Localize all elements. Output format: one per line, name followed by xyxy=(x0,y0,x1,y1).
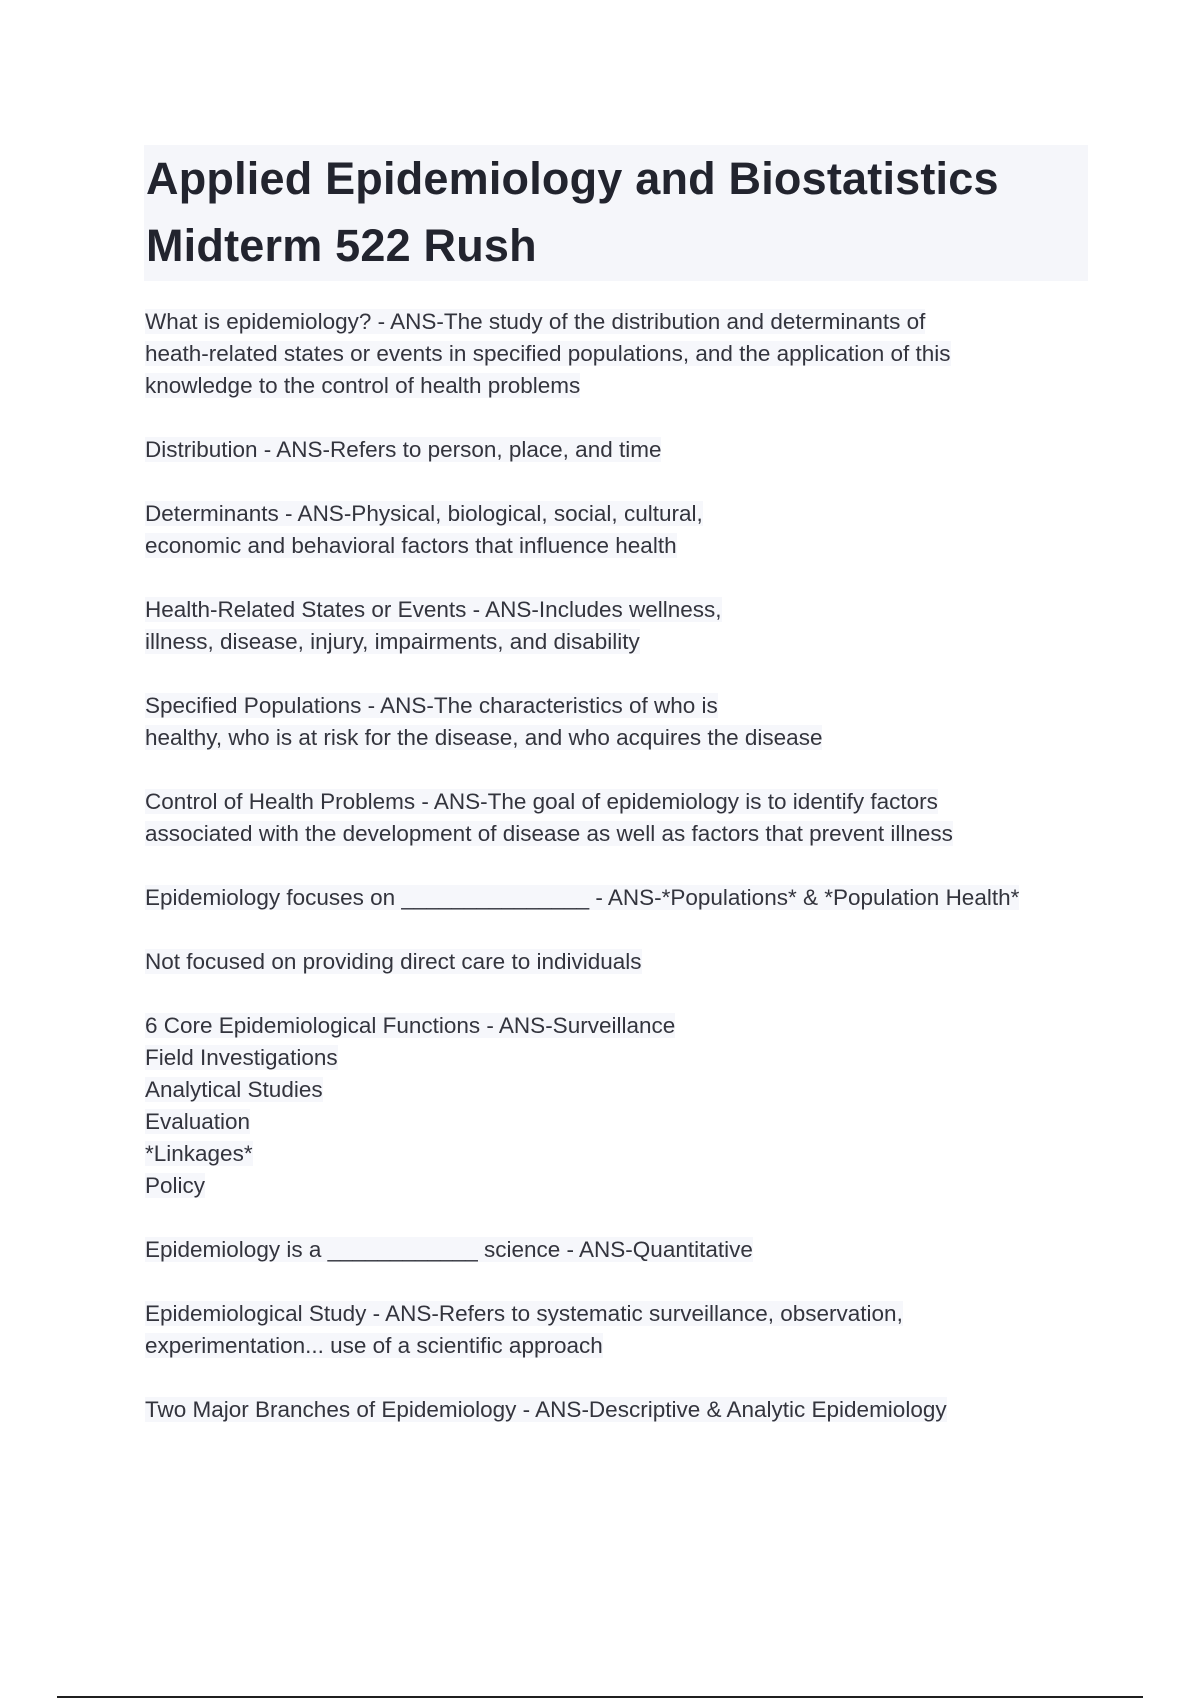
qa-line-wrapper xyxy=(145,786,1095,818)
qa-line-wrapper xyxy=(145,434,1095,466)
qa-entry xyxy=(145,434,1095,466)
qa-entry-line: Health-Related States or Events - ANS-Includes wellness, xyxy=(145,597,722,622)
qa-line-wrapper xyxy=(145,306,1095,338)
qa-entry-line: Two Major Branches of Epidemiology - ANS-Descriptive & Analytic Epidemiology xyxy=(145,1397,947,1422)
page-bottom-rule xyxy=(57,1696,1143,1698)
qa-entry-line: heath-related states or events in specified populations, and the application of this xyxy=(145,341,951,366)
qa-entry-line: Epidemiology is a ____________ science - ANS-Quantitative xyxy=(145,1237,753,1262)
qa-entry-line: Analytical Studies xyxy=(145,1077,323,1102)
qa-entry-line: healthy, who is at risk for the disease, and who acquires the disease xyxy=(145,725,823,750)
qa-entry-line: Specified Populations - ANS-The characteristics of who is xyxy=(145,693,718,718)
qa-line-wrapper xyxy=(145,1394,1095,1426)
qa-entry xyxy=(145,306,1095,402)
qa-entry-line: Epidemiological Study - ANS-Refers to systematic surveillance, observation, xyxy=(145,1301,903,1326)
qa-entry-line: Distribution - ANS-Refers to person, place, and time xyxy=(145,437,662,462)
qa-entry xyxy=(145,882,1095,914)
title-line-1: Applied Epidemiology and Biostatistics xyxy=(146,153,999,204)
qa-entry xyxy=(145,946,1095,978)
qa-line-wrapper xyxy=(145,1138,1095,1170)
qa-line-wrapper xyxy=(145,1170,1095,1202)
qa-list xyxy=(145,306,1095,1458)
qa-entry xyxy=(145,786,1095,850)
qa-entry xyxy=(145,1234,1095,1266)
qa-line-wrapper xyxy=(145,1234,1095,1266)
qa-line-wrapper xyxy=(145,530,1095,562)
qa-entry-line: associated with the development of disease as well as factors that prevent illness xyxy=(145,821,953,846)
qa-entry-line: economic and behavioral factors that influence health xyxy=(145,533,677,558)
qa-line-wrapper xyxy=(145,946,1095,978)
qa-entry xyxy=(145,594,1095,658)
qa-line-wrapper xyxy=(145,370,1095,402)
qa-entry-line: Control of Health Problems - ANS-The goal of epidemiology is to identify factors xyxy=(145,789,938,814)
qa-entry-line: Determinants - ANS-Physical, biological, social, cultural, xyxy=(145,501,703,526)
qa-entry-line: What is epidemiology? - ANS-The study of the distribution and determinants of xyxy=(145,309,926,334)
qa-line-wrapper xyxy=(145,818,1095,850)
qa-line-wrapper xyxy=(145,338,1095,370)
qa-line-wrapper xyxy=(145,1298,1095,1330)
qa-entry xyxy=(145,1298,1095,1362)
qa-line-wrapper xyxy=(145,1074,1095,1106)
qa-entry-line: Policy xyxy=(145,1173,206,1198)
qa-entry xyxy=(145,1010,1095,1202)
qa-line-wrapper xyxy=(145,1010,1095,1042)
qa-entry-line: Field Investigations xyxy=(145,1045,338,1070)
qa-entry-line: knowledge to the control of health problems xyxy=(145,373,581,398)
qa-line-wrapper xyxy=(145,1330,1095,1362)
qa-line-wrapper xyxy=(145,882,1095,914)
qa-line-wrapper xyxy=(145,498,1095,530)
qa-entry-line: illness, disease, injury, impairments, and disability xyxy=(145,629,640,654)
qa-line-wrapper xyxy=(145,594,1095,626)
document-title xyxy=(146,145,1088,279)
title-line-2: Midterm 522 Rush xyxy=(146,220,537,271)
qa-entry-line: *Linkages* xyxy=(145,1141,253,1166)
qa-entry xyxy=(145,690,1095,754)
qa-line-wrapper xyxy=(145,722,1095,754)
qa-entry-line: Epidemiology focuses on _______________ - ANS-*Populations* & *Population Health* xyxy=(145,885,1020,910)
qa-line-wrapper xyxy=(145,1042,1095,1074)
qa-line-wrapper xyxy=(145,1106,1095,1138)
title-block xyxy=(144,145,1088,281)
qa-entry-line: Not focused on providing direct care to individuals xyxy=(145,949,642,974)
qa-entry-line: Evaluation xyxy=(145,1109,251,1134)
qa-entry xyxy=(145,1394,1095,1426)
qa-line-wrapper xyxy=(145,626,1095,658)
qa-entry-line: experimentation... use of a scientific approach xyxy=(145,1333,603,1358)
qa-entry-line: 6 Core Epidemiological Functions - ANS-Surveillance xyxy=(145,1013,676,1038)
qa-line-wrapper xyxy=(145,690,1095,722)
qa-entry xyxy=(145,498,1095,562)
